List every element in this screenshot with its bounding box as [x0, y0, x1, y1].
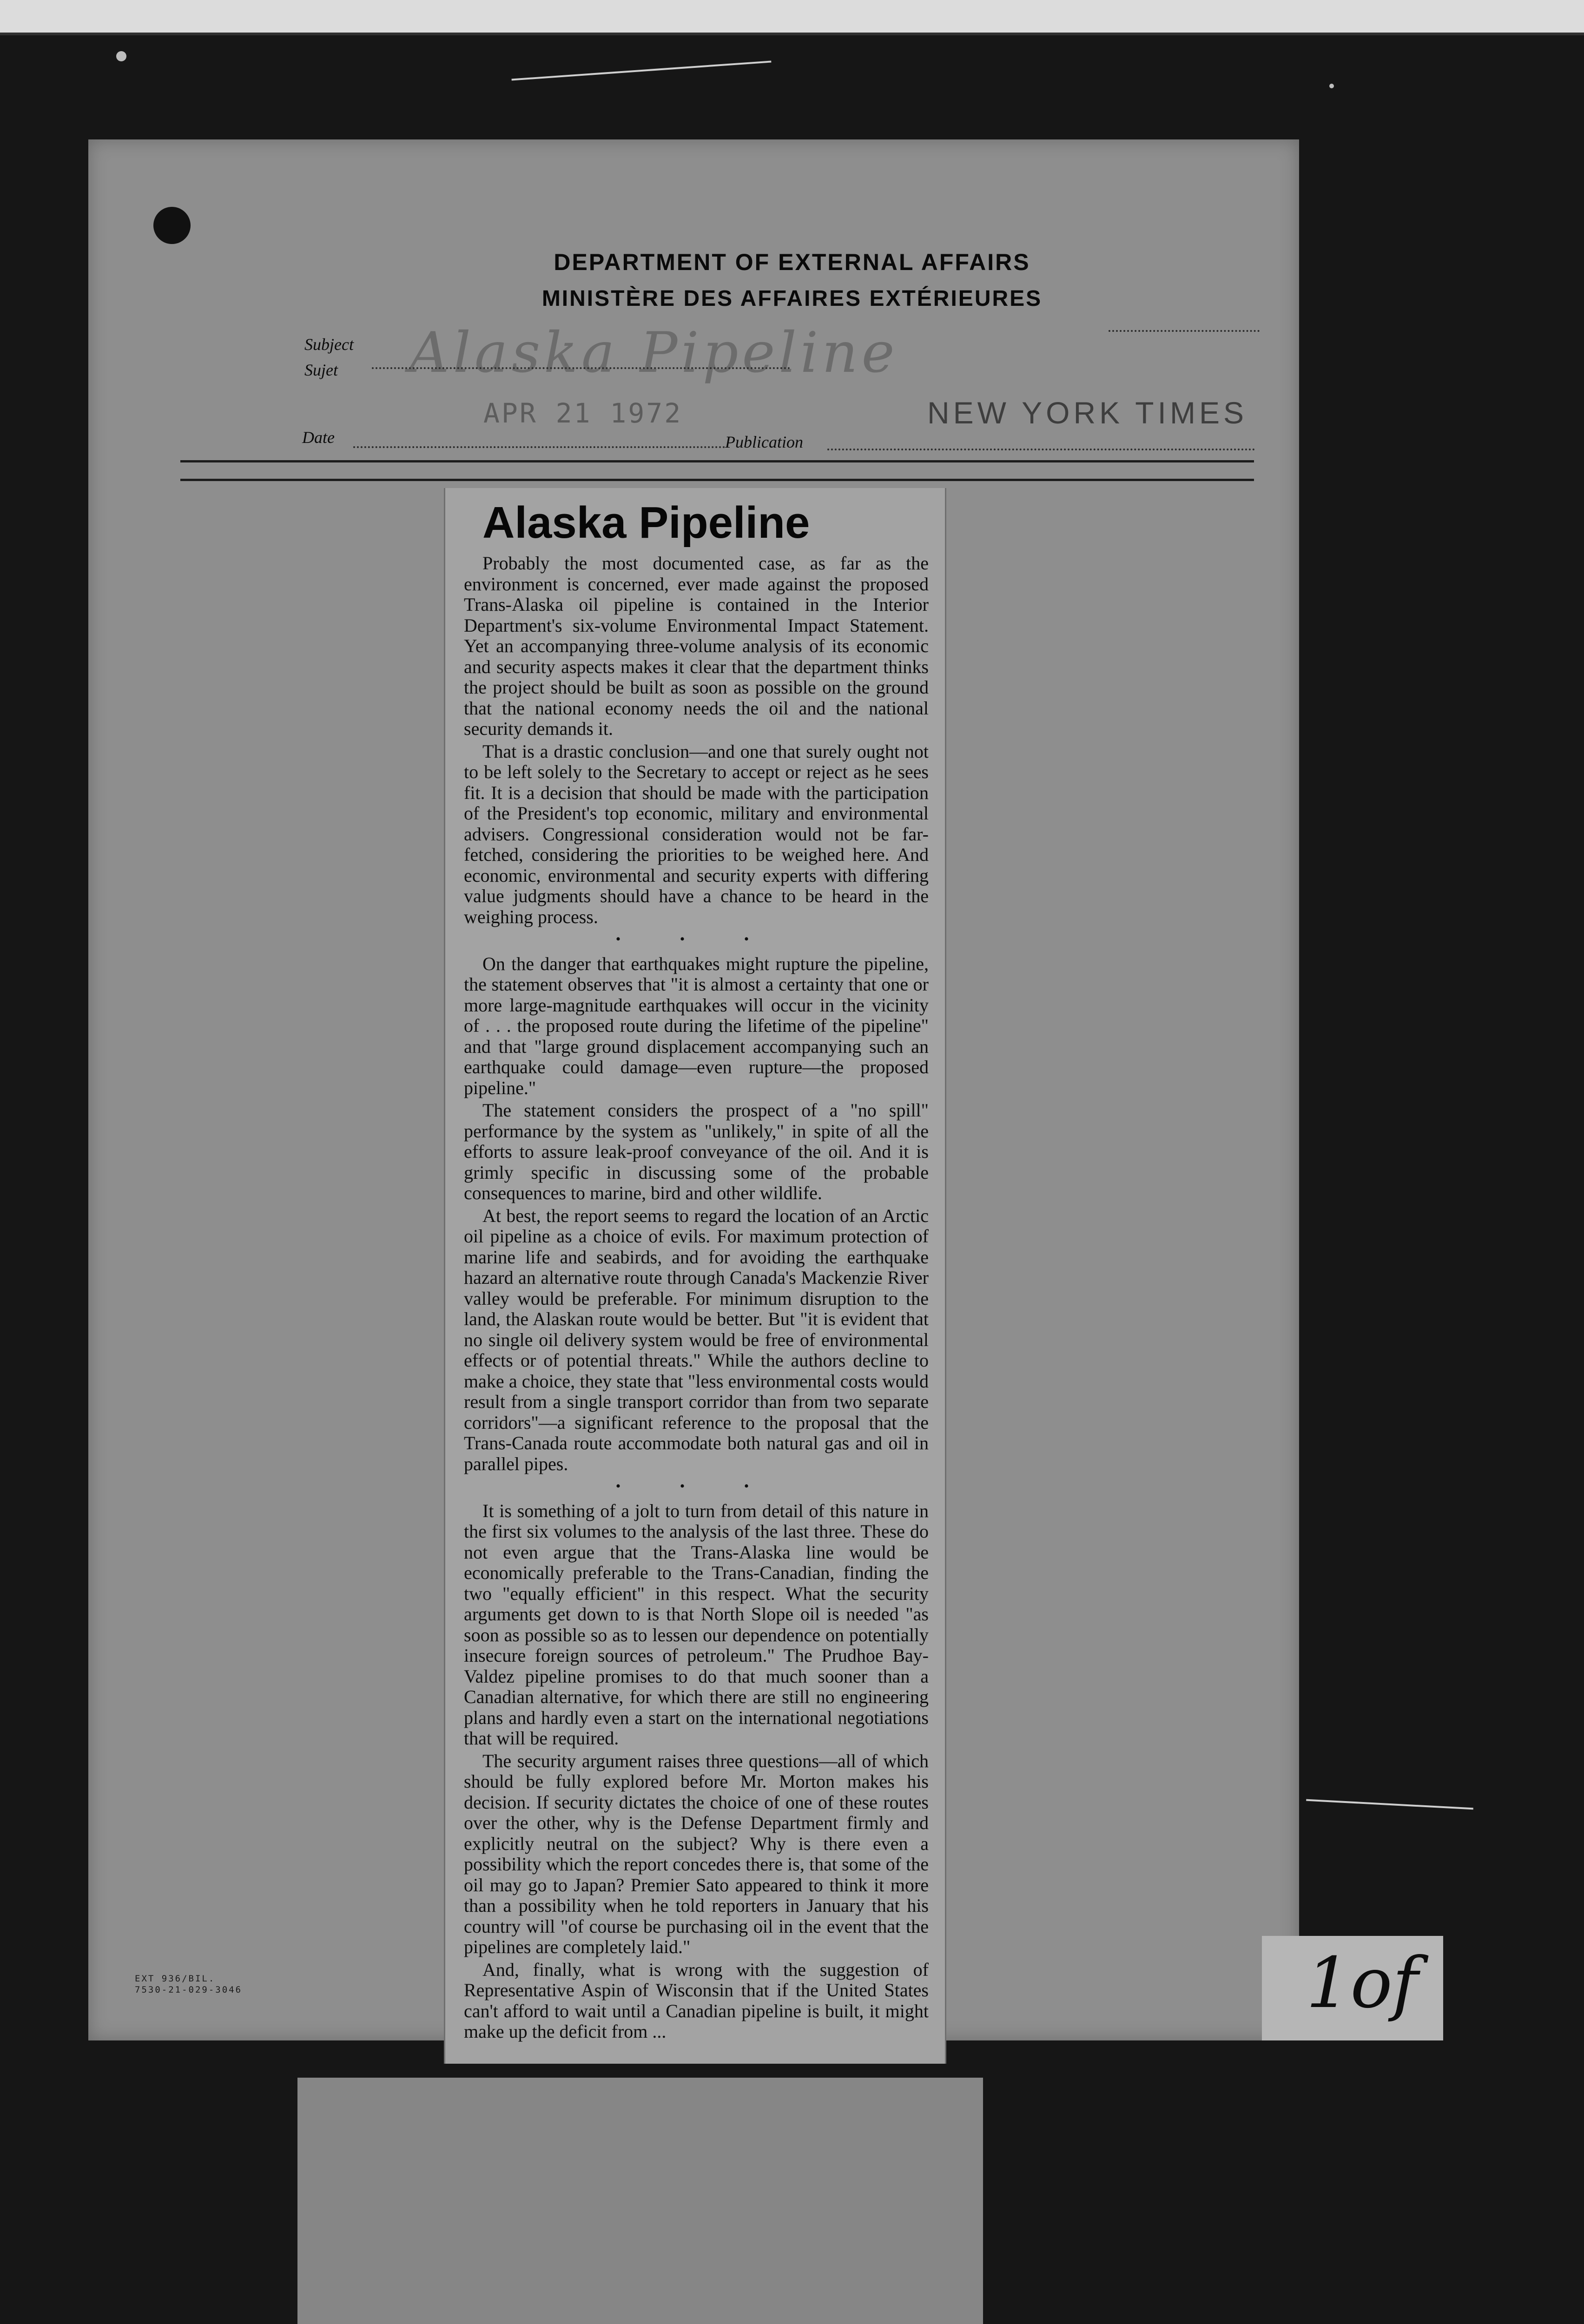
department-name-en: DEPARTMENT OF EXTERNAL AFFAIRS	[554, 249, 1030, 275]
blank-card	[297, 2078, 983, 2324]
subject-line	[372, 367, 790, 369]
date-stamp: APR 21 1972	[483, 397, 683, 429]
punch-hole	[153, 207, 191, 244]
article-paragraph: On the danger that earthquakes might rupture the pipeline, the statement observes that "it is almost a certainty that one or more large-magnitude earthquakes will occur in the vicinity of . . . the proposed route during the lifetime of the pipeline" and that "large ground displacement accompanying such an earthquake could damage—even rupture—the proposed pipeline."	[464, 953, 929, 1098]
subject-label-fr: Sujet	[304, 361, 338, 379]
dust-speck	[116, 51, 126, 61]
article-headline: Alaska Pipeline	[482, 498, 810, 548]
subject-label: Subject	[304, 335, 354, 354]
article-body	[464, 553, 929, 2044]
department-name-fr: MINISTÈRE DES AFFAIRES EXTÉRIEURES	[541, 286, 1043, 311]
film-scratch	[512, 60, 772, 80]
article-paragraph: The statement considers the prospect of a "no spill" performance by the system as "unlikely," in spite of all the efforts to assure leak-proof conveyance of the oil. And it is grimly specific in discussing some of the probable consequences to marine, bird and other wildlife.	[464, 1100, 929, 1203]
publication-stamp: NEW YORK TIMES	[927, 396, 1247, 430]
header-rule	[180, 479, 1254, 481]
subject-value: Alaska Pipeline	[409, 321, 898, 385]
section-separator: • • •	[615, 1479, 777, 1494]
date-label: Date	[302, 428, 335, 447]
page-marker-card	[1262, 1936, 1443, 2040]
film-strip-edge	[0, 0, 1584, 35]
dust-speck	[1329, 84, 1334, 88]
article-paragraph: At best, the report seems to regard the location of an Arctic oil pipeline as a choice of evils. For maximum protection of marine life and seabirds, and for avoiding the earthquake hazard an alternative route through Canada's Mackenzie River valley would be preferable. For minimum disruption to the land, the Alaskan route would be better. But "it is evident that no single oil delivery system would be free of environmental effects or of potential threats." While the authors decline to make a choice, they state that "less environmental costs would result from a single transport corridor than from two separate corridors"—a significant reference to the proposal that the Trans-Canada route accommodate both natural gas and oil in parallel pipes.	[464, 1205, 929, 1474]
form-code: EXT 936/BIL. 7530-21-029-3046	[135, 1974, 243, 1995]
section-separator: • • •	[615, 931, 777, 947]
article-paragraph: The security argument raises three questions—all of which should be fully explored before Mr. Morton makes his decision. If security dictates the choice of one of these routes over the other, why is the Defense Department firmly and explicitly neutral on the subject? Why is there even a possibility which the report concedes there is, that some of the oil may go to Japan? Premier Sato appeared to think it more than a possibility when he told reporters in January that his country will "of course be purchasing oil in the event that the pipelines are completely laid."	[464, 1750, 929, 1957]
page-marker: 1of	[1306, 1943, 1419, 2024]
film-scratch	[1306, 1799, 1473, 1810]
date-line	[353, 446, 725, 448]
reference-line	[1109, 330, 1260, 332]
publication-line	[827, 449, 1255, 450]
article-paragraph: It is something of a jolt to turn from detail of this nature in the first six volumes to the analysis of the last three. These do not even argue that the Trans-Alaska line would be economically preferable to the Trans-Canadian, finding the two "equally efficient" in this respect. What the security arguments get down to is that North Slope oil is needed "as soon as possible so as to lessen our dependence on potentially insecure foreign sources of petroleum." The Prudhoe Bay-Valdez pipeline promises to do that much sooner than a Canadian alternative, for which there are still no engineering plans and hardly even a start on the international negotiations that will be required.	[464, 1500, 929, 1749]
newspaper-clipping	[444, 488, 946, 2064]
article-paragraph: Probably the most documented case, as far as the environment is concerned, ever made against the proposed Trans-Alaska oil pipeline is contained in the Interior Department's six-volume Environmental Impact Statement. Yet an accompanying three-volume analysis of its economic and security aspects makes it clear that the department thinks the project should be built as soon as possible on the ground that the national economy needs the oil and the national security demands it.	[464, 553, 929, 739]
article-paragraph: That is a drastic conclusion—and one that surely ought not to be left solely to the Secretary to accept or reject as he sees fit. It is a decision that should be made with the participation of the President's top economic, military and environmental advisers. Congressional consideration would not be far-fetched, considering the priorities to be weighed here. And economic, environmental and security experts with differing value judgments should have a chance to be heard in the weighing process.	[464, 740, 929, 927]
publication-label: Publication	[725, 433, 803, 451]
article-paragraph: And, finally, what is wrong with the suggestion of Representative Aspin of Wisconsin that if the United States can't afford to wait until a Canadian pipeline is built, it might make up the deficit from ...	[464, 1959, 929, 2042]
header-rule	[180, 460, 1254, 462]
